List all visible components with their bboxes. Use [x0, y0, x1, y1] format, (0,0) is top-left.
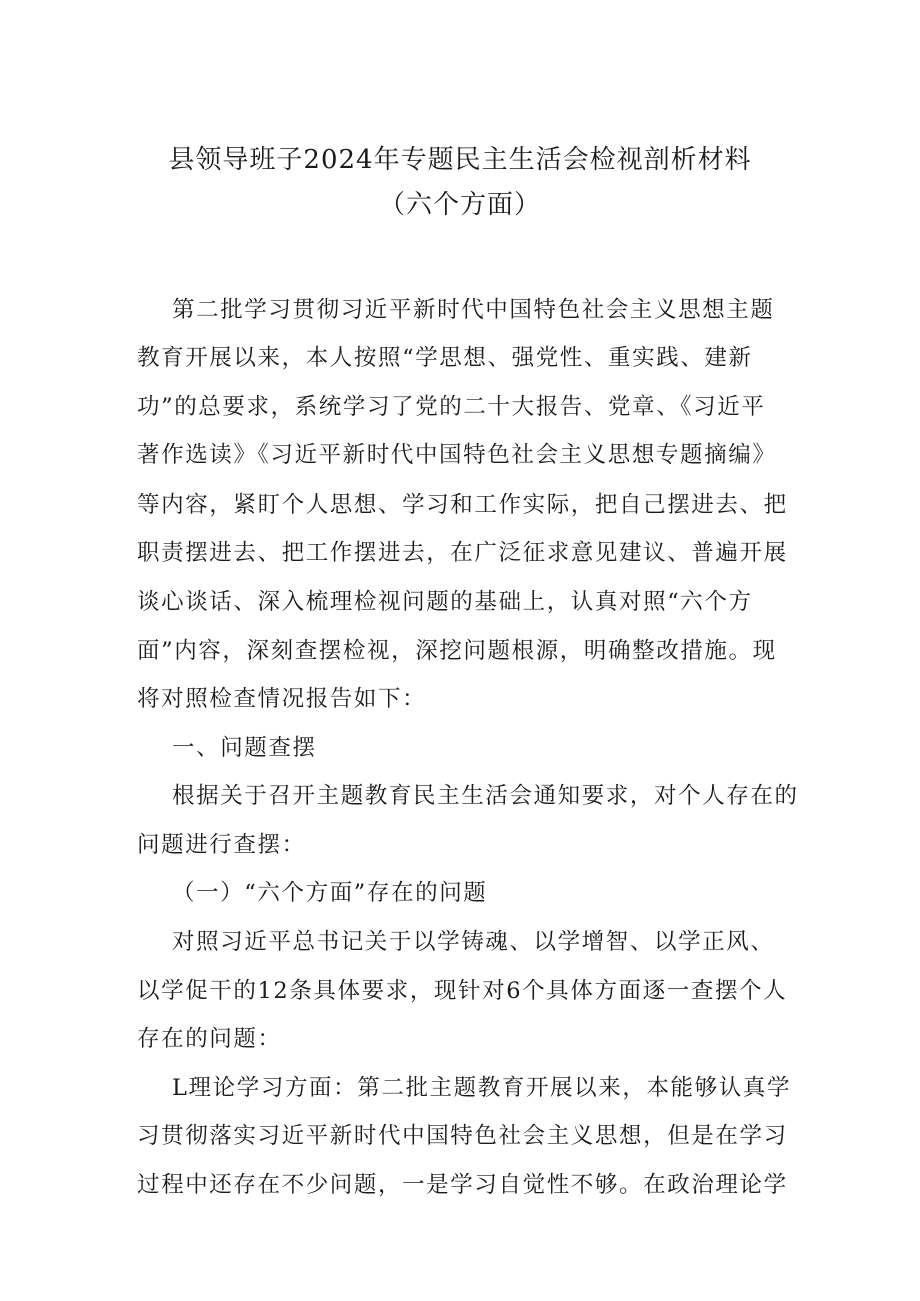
document-title: 县领导班子2024年专题民主生活会检视剖析材料 — [168, 145, 752, 175]
paragraph-line: L理论学习方面：第二批主题教育开展以来，本能够认真学 — [172, 1075, 792, 1101]
subsection-heading: （一）“六个方面”存在的问题 — [172, 880, 488, 906]
paragraph-line: 功”的总要求，系统学习了党的二十大报告、党章、《习近平 — [137, 394, 766, 420]
paragraph-line: 第二批学习贯彻习近平新时代中国特色社会主义思想主题 — [172, 297, 775, 323]
paragraph-line: 根据关于召开主题教育民主生活会通知要求，对个人存在的 — [172, 783, 799, 809]
paragraph-line: 过程中还存在不少问题，一是学习自觉性不够。在政治理论学 — [137, 1172, 788, 1198]
paragraph-line: 存在的问题： — [137, 1026, 282, 1052]
paragraph-line: 将对照检查情况报告如下： — [137, 686, 427, 712]
paragraph-line: 等内容，紧盯个人思想、学习和工作实际，把自己摆进去、把 — [137, 492, 788, 518]
paragraph-line: 职责摆进去、把工作摆进去，在广泛征求意见建议、普遍开展 — [137, 540, 788, 566]
paragraph-line: 问题进行查摆： — [137, 832, 306, 858]
paragraph-line: 谈心谈话、深入梳理检视问题的基础上，认真对照“六个方 — [137, 589, 753, 615]
paragraph-line: 教育开展以来，本人按照“学思想、强党性、重实践、建新 — [137, 345, 753, 371]
section-heading: 一、问题查摆 — [172, 735, 317, 761]
paragraph-line: 面”内容，深刻查摆检视，深挖问题根源，明确整改措施。现 — [137, 638, 777, 664]
document-subtitle: （六个方面） — [378, 190, 541, 220]
paragraph-line: 习贯彻落实习近平新时代中国特色社会主义思想，但是在学习 — [137, 1123, 788, 1149]
paragraph-line: 对照习近平总书记关于以学铸魂、以学增智、以学正风、 — [172, 929, 775, 955]
paragraph-line: 以学促干的12条具体要求，现针对6个具体方面逐一查摆个人 — [137, 978, 788, 1004]
paragraph-line: 著作选读》《习近平新时代中国特色社会主义思想专题摘编》 — [137, 442, 777, 468]
